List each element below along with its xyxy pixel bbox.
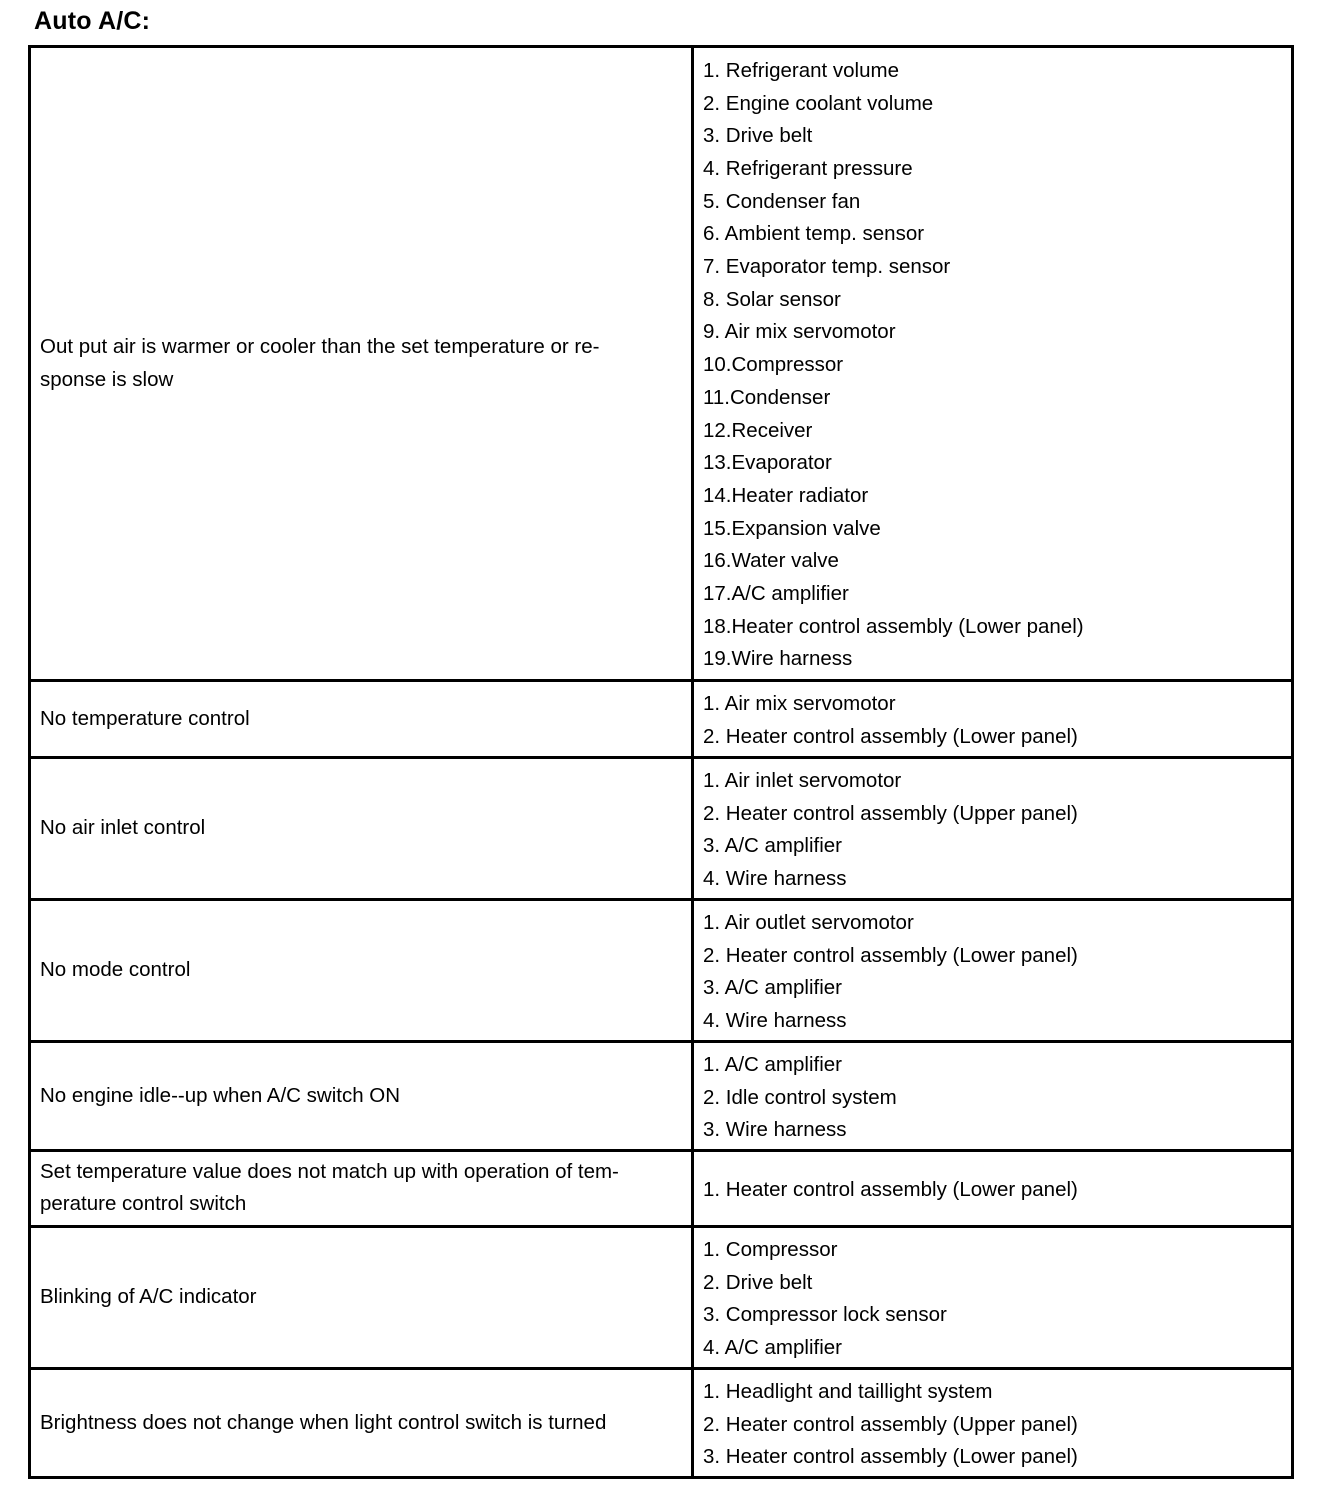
suspect-parts-list: [703, 688, 1283, 753]
table-row: [30, 47, 1293, 681]
suspect-part-item: 19.Wire harness: [703, 647, 853, 671]
table-row: [30, 758, 1293, 900]
suspect-part-item: 11.Condenser: [703, 385, 831, 409]
symptom-cell: No mode control: [30, 899, 693, 1041]
suspect-part-item: 4. A/C amplifier: [703, 1336, 842, 1360]
suspect-part-item: 1. A/C amplifier: [703, 1052, 842, 1076]
page-title: Auto A/C:: [34, 7, 151, 35]
suspect-parts-cell: [693, 681, 1293, 758]
suspect-part-item: 12.Receiver: [703, 418, 813, 442]
suspect-part-item: 17.A/C amplifier: [703, 582, 849, 606]
suspect-part-item: 16.Water valve: [703, 549, 839, 573]
suspect-part-item: 1. Air outlet servomotor: [703, 910, 914, 934]
symptom-cell: Set temperature value does not match up with operation of tem-perature control switch: [30, 1150, 693, 1226]
table-row: [30, 1041, 1293, 1150]
suspect-part-item: 1. Headlight and taillight system: [703, 1379, 993, 1403]
table-row: [30, 1226, 1293, 1368]
suspect-part-item: 1. Compressor: [703, 1238, 838, 1262]
suspect-part-item: 3. A/C amplifier: [703, 976, 842, 1000]
suspect-parts-list: [703, 1049, 1283, 1147]
suspect-part-item: 3. Compressor lock sensor: [703, 1303, 947, 1327]
suspect-part-item: 2. Engine coolant volume: [703, 91, 934, 115]
symptom-cell: Out put air is warmer or cooler than the set temperature or re-sponse is slow: [30, 47, 693, 681]
symptom-cell: No engine idle--up when A/C switch ON: [30, 1041, 693, 1150]
suspect-part-item: 18.Heater control assembly (Lower panel): [703, 614, 1084, 638]
suspect-part-item: 5. Condenser fan: [703, 189, 861, 213]
suspect-parts-list: [703, 1174, 1283, 1207]
suspect-part-item: 14.Heater radiator: [703, 483, 869, 507]
suspect-part-item: 2. Heater control assembly (Lower panel): [703, 725, 1078, 748]
suspect-parts-cell: [693, 47, 1293, 681]
suspect-part-item: 1. Refrigerant volume: [703, 58, 899, 82]
suspect-parts-cell: [693, 1368, 1293, 1477]
suspect-parts-list: [703, 1376, 1283, 1474]
suspect-parts-cell: [693, 1150, 1293, 1226]
suspect-part-item: 9. Air mix servomotor: [703, 320, 896, 344]
symptom-cell: Brightness does not change when light control switch is turned: [30, 1368, 693, 1477]
suspect-parts-list: [703, 1234, 1283, 1365]
suspect-part-item: 6. Ambient temp. sensor: [703, 222, 925, 246]
suspect-parts-cell: [693, 758, 1293, 900]
table-row: [30, 1368, 1293, 1477]
suspect-part-item: 2. Heater control assembly (Upper panel): [703, 1412, 1078, 1436]
troubleshooting-table: [28, 45, 1294, 1479]
suspect-part-item: 7. Evaporator temp. sensor: [703, 255, 951, 279]
suspect-parts-cell: [693, 899, 1293, 1041]
suspect-part-item: 4. Wire harness: [703, 1009, 847, 1033]
suspect-part-item: 13.Evaporator: [703, 451, 832, 475]
suspect-part-item: 3. Drive belt: [703, 124, 813, 148]
suspect-part-item: 15.Expansion valve: [703, 516, 881, 540]
table-row: [30, 899, 1293, 1041]
suspect-part-item: 3. Heater control assembly (Lower panel): [703, 1445, 1078, 1469]
suspect-parts-cell: [693, 1226, 1293, 1368]
suspect-part-item: 2. Idle control system: [703, 1085, 897, 1109]
suspect-part-item: 4. Refrigerant pressure: [703, 156, 913, 180]
suspect-part-item: 1. Air inlet servomotor: [703, 769, 902, 792]
symptom-cell: Blinking of A/C indicator: [30, 1226, 693, 1368]
symptom-cell: No temperature control: [30, 681, 693, 758]
suspect-part-item: 1. Heater control assembly (Lower panel): [703, 1178, 1078, 1202]
suspect-part-item: 8. Solar sensor: [703, 287, 841, 311]
table-body: [30, 47, 1293, 1478]
suspect-part-item: 4. Wire harness: [703, 867, 847, 891]
suspect-parts-list: [703, 765, 1283, 896]
suspect-part-item: 2. Drive belt: [703, 1270, 813, 1294]
symptom-cell: No air inlet control: [30, 758, 693, 900]
table-row: [30, 1150, 1293, 1226]
suspect-part-item: 3. A/C amplifier: [703, 834, 842, 858]
suspect-part-item: 10.Compressor: [703, 353, 844, 377]
suspect-parts-list: [703, 907, 1283, 1038]
suspect-part-item: 1. Air mix servomotor: [703, 692, 896, 716]
suspect-parts-list: [703, 55, 1283, 676]
suspect-part-item: 2. Heater control assembly (Upper panel): [703, 801, 1078, 825]
suspect-part-item: 2. Heater control assembly (Lower panel): [703, 943, 1078, 967]
suspect-parts-cell: [693, 1041, 1293, 1150]
table-row: [30, 681, 1293, 758]
suspect-part-item: 3. Wire harness: [703, 1118, 847, 1142]
